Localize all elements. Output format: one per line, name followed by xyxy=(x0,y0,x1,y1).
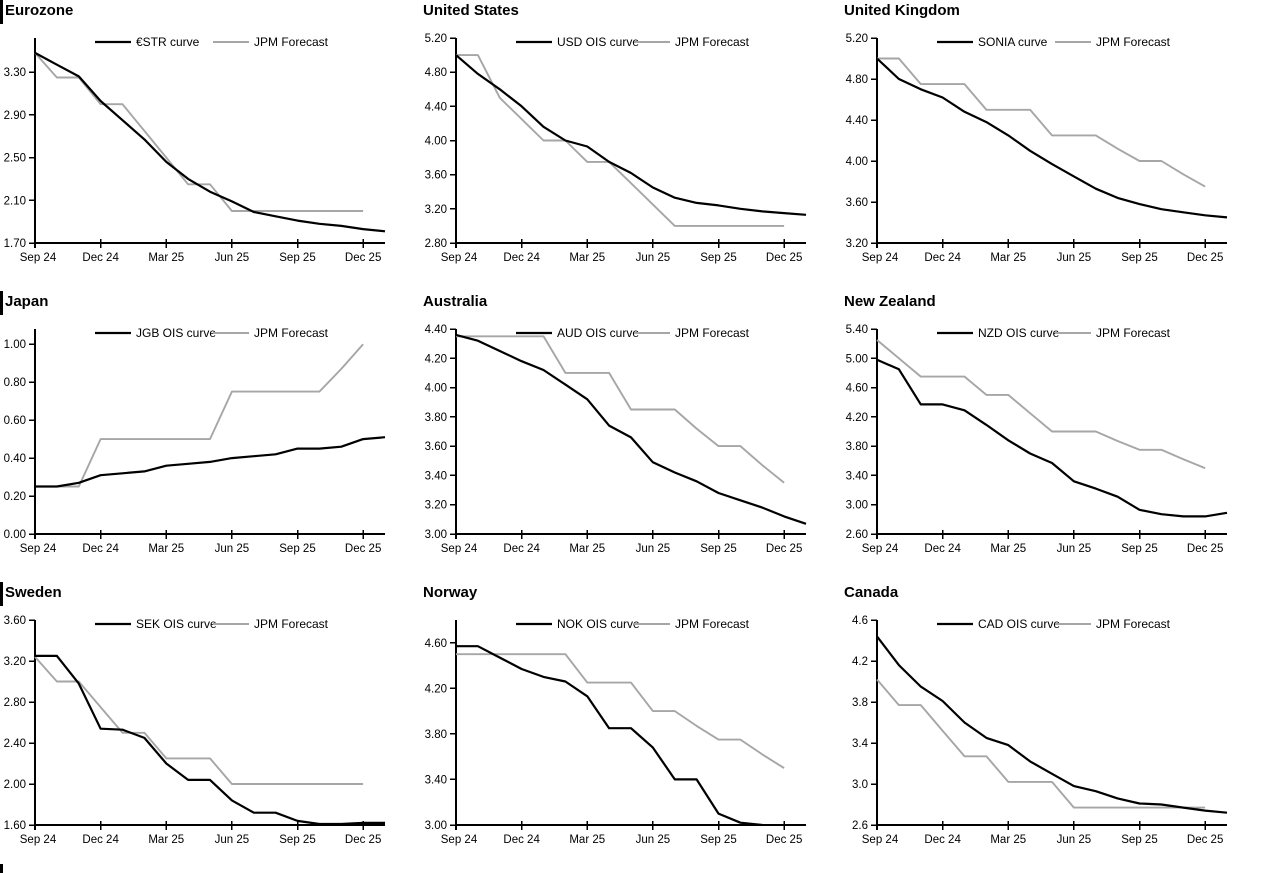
svg-text:3.60: 3.60 xyxy=(424,441,447,454)
svg-text:3.00: 3.00 xyxy=(424,529,447,541)
chart-plot-canada xyxy=(842,608,1263,873)
svg-text:2.6: 2.6 xyxy=(852,820,868,832)
chart-panel-canada xyxy=(842,582,1264,873)
svg-text:Sep 24: Sep 24 xyxy=(861,543,899,555)
svg-text:Mar 25: Mar 25 xyxy=(148,252,185,264)
chart-title-row xyxy=(421,582,842,608)
svg-text:2.60: 2.60 xyxy=(845,529,868,541)
svg-text:Sep 24: Sep 24 xyxy=(19,252,57,264)
svg-text:2.00: 2.00 xyxy=(3,779,26,791)
svg-text:0.60: 0.60 xyxy=(3,415,26,428)
svg-text:Mar 25: Mar 25 xyxy=(148,543,185,555)
svg-text:3.30: 3.30 xyxy=(3,67,26,80)
svg-text:JPM Forecast: JPM Forecast xyxy=(254,35,329,49)
svg-text:1.60: 1.60 xyxy=(3,820,26,832)
svg-text:Dec 24: Dec 24 xyxy=(82,543,119,555)
svg-text:Sep 24: Sep 24 xyxy=(861,834,899,846)
svg-text:2.50: 2.50 xyxy=(3,152,26,165)
chart-panel-norway xyxy=(421,582,842,873)
svg-text:Jun 25: Jun 25 xyxy=(214,252,250,264)
svg-text:CAD OIS curve: CAD OIS curve xyxy=(978,617,1061,631)
svg-text:Jun 25: Jun 25 xyxy=(1056,834,1092,846)
svg-text:2.80: 2.80 xyxy=(3,697,26,709)
svg-text:3.4: 3.4 xyxy=(852,738,868,750)
svg-text:JPM Forecast: JPM Forecast xyxy=(675,35,750,49)
svg-text:4.00: 4.00 xyxy=(424,382,447,395)
svg-text:Mar 25: Mar 25 xyxy=(990,543,1027,555)
chart-title: Sweden xyxy=(5,584,62,601)
svg-text:Jun 25: Jun 25 xyxy=(1056,252,1092,264)
svg-text:Sep 24: Sep 24 xyxy=(19,543,57,555)
svg-text:Sep 25: Sep 25 xyxy=(700,834,737,846)
svg-text:3.60: 3.60 xyxy=(424,169,447,182)
chart-title-row xyxy=(0,291,421,317)
svg-text:Dec 24: Dec 24 xyxy=(503,834,540,846)
svg-text:Dec 24: Dec 24 xyxy=(82,834,119,846)
svg-text:4.40: 4.40 xyxy=(424,324,447,336)
svg-text:Sep 25: Sep 25 xyxy=(700,252,737,264)
svg-text:4.00: 4.00 xyxy=(845,156,868,168)
svg-text:Jun 25: Jun 25 xyxy=(635,834,671,846)
svg-text:Dec 24: Dec 24 xyxy=(503,252,540,264)
svg-text:4.40: 4.40 xyxy=(845,115,868,127)
svg-text:Dec 25: Dec 25 xyxy=(344,834,382,846)
svg-text:3.40: 3.40 xyxy=(424,470,447,483)
svg-text:0.00: 0.00 xyxy=(3,529,26,541)
svg-text:Sep 24: Sep 24 xyxy=(861,252,899,264)
svg-text:Mar 25: Mar 25 xyxy=(569,252,606,264)
svg-text:JPM Forecast: JPM Forecast xyxy=(254,326,329,340)
svg-text:3.20: 3.20 xyxy=(424,499,447,512)
chart-plot-sweden xyxy=(0,608,421,873)
svg-text:Dec 24: Dec 24 xyxy=(82,252,119,264)
svg-text:Jun 25: Jun 25 xyxy=(214,834,250,846)
svg-text:3.40: 3.40 xyxy=(424,774,447,787)
svg-text:Sep 25: Sep 25 xyxy=(279,252,316,264)
svg-text:4.2: 4.2 xyxy=(852,656,868,668)
svg-text:4.60: 4.60 xyxy=(845,382,868,395)
svg-text:1.00: 1.00 xyxy=(3,339,26,352)
svg-text:Mar 25: Mar 25 xyxy=(148,834,185,846)
chart-title: Australia xyxy=(423,293,488,310)
svg-text:Sep 24: Sep 24 xyxy=(19,834,57,846)
svg-text:2.90: 2.90 xyxy=(3,109,26,122)
svg-text:4.20: 4.20 xyxy=(424,683,447,696)
svg-text:Dec 24: Dec 24 xyxy=(924,543,961,555)
svg-text:JPM Forecast: JPM Forecast xyxy=(1096,35,1171,49)
svg-text:Jun 25: Jun 25 xyxy=(635,543,671,555)
svg-text:3.00: 3.00 xyxy=(424,820,447,832)
svg-text:Mar 25: Mar 25 xyxy=(569,543,606,555)
svg-text:Dec 24: Dec 24 xyxy=(924,252,961,264)
svg-text:2.10: 2.10 xyxy=(3,195,26,208)
svg-text:Dec 25: Dec 25 xyxy=(765,834,803,846)
svg-text:3.80: 3.80 xyxy=(845,441,868,454)
svg-text:Dec 25: Dec 25 xyxy=(765,252,803,264)
svg-text:Jun 25: Jun 25 xyxy=(214,543,250,555)
chart-panel-united-states xyxy=(421,0,842,291)
svg-text:4.20: 4.20 xyxy=(424,353,447,366)
svg-text:AUD OIS curve: AUD OIS curve xyxy=(557,326,640,340)
chart-panel-japan xyxy=(0,291,421,582)
svg-text:4.60: 4.60 xyxy=(424,637,447,650)
svg-text:Dec 24: Dec 24 xyxy=(503,543,540,555)
svg-text:0.80: 0.80 xyxy=(3,377,26,390)
svg-text:3.00: 3.00 xyxy=(845,499,868,512)
svg-text:3.60: 3.60 xyxy=(845,197,868,209)
section-bar-partial xyxy=(0,864,3,873)
svg-text:USD OIS curve: USD OIS curve xyxy=(557,35,640,49)
svg-text:Sep 25: Sep 25 xyxy=(700,543,737,555)
svg-text:Mar 25: Mar 25 xyxy=(569,834,606,846)
chart-panel-sweden xyxy=(0,582,421,873)
svg-text:3.20: 3.20 xyxy=(424,203,447,216)
svg-text:Sep 25: Sep 25 xyxy=(1121,543,1158,555)
svg-text:Sep 24: Sep 24 xyxy=(440,834,478,846)
chart-title: United States xyxy=(423,2,519,19)
svg-text:3.80: 3.80 xyxy=(424,411,447,424)
svg-text:Sep 24: Sep 24 xyxy=(440,252,478,264)
chart-title-row xyxy=(421,0,842,26)
svg-text:4.6: 4.6 xyxy=(852,615,868,627)
svg-text:1.70: 1.70 xyxy=(3,238,26,250)
chart-title-row xyxy=(842,582,1264,608)
chart-title: Eurozone xyxy=(5,2,74,19)
chart-title-row xyxy=(0,0,421,26)
svg-text:NZD OIS curve: NZD OIS curve xyxy=(978,326,1060,340)
chart-title: Canada xyxy=(844,584,899,601)
svg-text:SONIA curve: SONIA curve xyxy=(978,35,1048,49)
chart-title: United Kingdom xyxy=(844,2,960,19)
chart-plot-united-states xyxy=(421,26,842,291)
svg-text:2.80: 2.80 xyxy=(424,238,447,250)
chart-title-row xyxy=(842,0,1264,26)
chart-plot-japan xyxy=(0,317,421,582)
chart-plot-eurozone xyxy=(0,26,421,291)
svg-text:Jun 25: Jun 25 xyxy=(635,252,671,264)
chart-panel-united-kingdom xyxy=(842,0,1264,291)
chart-title-row xyxy=(0,582,421,608)
svg-text:NOK OIS curve: NOK OIS curve xyxy=(557,617,640,631)
svg-text:4.40: 4.40 xyxy=(424,101,447,114)
svg-text:Sep 25: Sep 25 xyxy=(1121,252,1158,264)
svg-text:0.20: 0.20 xyxy=(3,491,26,504)
chart-title-row xyxy=(842,291,1264,317)
svg-text:5.20: 5.20 xyxy=(424,33,447,45)
svg-text:5.00: 5.00 xyxy=(845,353,868,366)
svg-text:3.0: 3.0 xyxy=(852,779,868,791)
svg-text:Sep 25: Sep 25 xyxy=(279,543,316,555)
svg-text:JPM Forecast: JPM Forecast xyxy=(675,326,750,340)
svg-text:2.40: 2.40 xyxy=(3,738,26,750)
svg-text:Jun 25: Jun 25 xyxy=(1056,543,1092,555)
svg-text:SEK OIS curve: SEK OIS curve xyxy=(136,617,217,631)
svg-text:0.40: 0.40 xyxy=(3,453,26,466)
chart-plot-new-zealand xyxy=(842,317,1263,582)
svg-text:JPM Forecast: JPM Forecast xyxy=(254,617,329,631)
chart-title: Norway xyxy=(423,584,478,601)
svg-text:JPM Forecast: JPM Forecast xyxy=(1096,617,1171,631)
chart-panel-australia xyxy=(421,291,842,582)
svg-text:Dec 25: Dec 25 xyxy=(344,543,382,555)
chart-panel-new-zealand xyxy=(842,291,1264,582)
svg-text:3.20: 3.20 xyxy=(845,238,868,250)
svg-text:3.8: 3.8 xyxy=(852,697,868,709)
svg-text:Dec 25: Dec 25 xyxy=(1186,252,1224,264)
svg-text:Dec 24: Dec 24 xyxy=(924,834,961,846)
chart-title-row xyxy=(421,291,842,317)
svg-text:3.80: 3.80 xyxy=(424,728,447,741)
svg-text:Dec 25: Dec 25 xyxy=(344,252,382,264)
svg-text:JGB OIS curve: JGB OIS curve xyxy=(136,326,217,340)
chart-plot-norway xyxy=(421,608,842,873)
svg-text:Sep 24: Sep 24 xyxy=(440,543,478,555)
chart-plot-australia xyxy=(421,317,842,582)
svg-text:Dec 25: Dec 25 xyxy=(765,543,803,555)
svg-text:4.00: 4.00 xyxy=(424,135,447,148)
svg-text:4.80: 4.80 xyxy=(424,67,447,80)
svg-text:Mar 25: Mar 25 xyxy=(990,252,1027,264)
svg-text:€STR curve: €STR curve xyxy=(136,35,200,49)
svg-text:Dec 25: Dec 25 xyxy=(1186,834,1224,846)
svg-text:JPM Forecast: JPM Forecast xyxy=(675,617,750,631)
svg-text:Sep 25: Sep 25 xyxy=(1121,834,1158,846)
svg-text:5.20: 5.20 xyxy=(845,33,868,45)
svg-text:3.20: 3.20 xyxy=(3,656,26,668)
svg-text:4.20: 4.20 xyxy=(845,411,868,424)
chart-panel-eurozone xyxy=(0,0,421,291)
chart-title: Japan xyxy=(5,293,49,310)
svg-text:3.40: 3.40 xyxy=(845,470,868,483)
svg-text:Sep 25: Sep 25 xyxy=(279,834,316,846)
chart-title: New Zealand xyxy=(844,293,936,310)
svg-text:JPM Forecast: JPM Forecast xyxy=(1096,326,1171,340)
svg-text:Mar 25: Mar 25 xyxy=(990,834,1027,846)
svg-text:4.80: 4.80 xyxy=(845,74,868,86)
svg-text:3.60: 3.60 xyxy=(3,615,26,627)
chart-plot-united-kingdom xyxy=(842,26,1263,291)
svg-text:Dec 25: Dec 25 xyxy=(1186,543,1224,555)
svg-text:5.40: 5.40 xyxy=(845,324,868,336)
